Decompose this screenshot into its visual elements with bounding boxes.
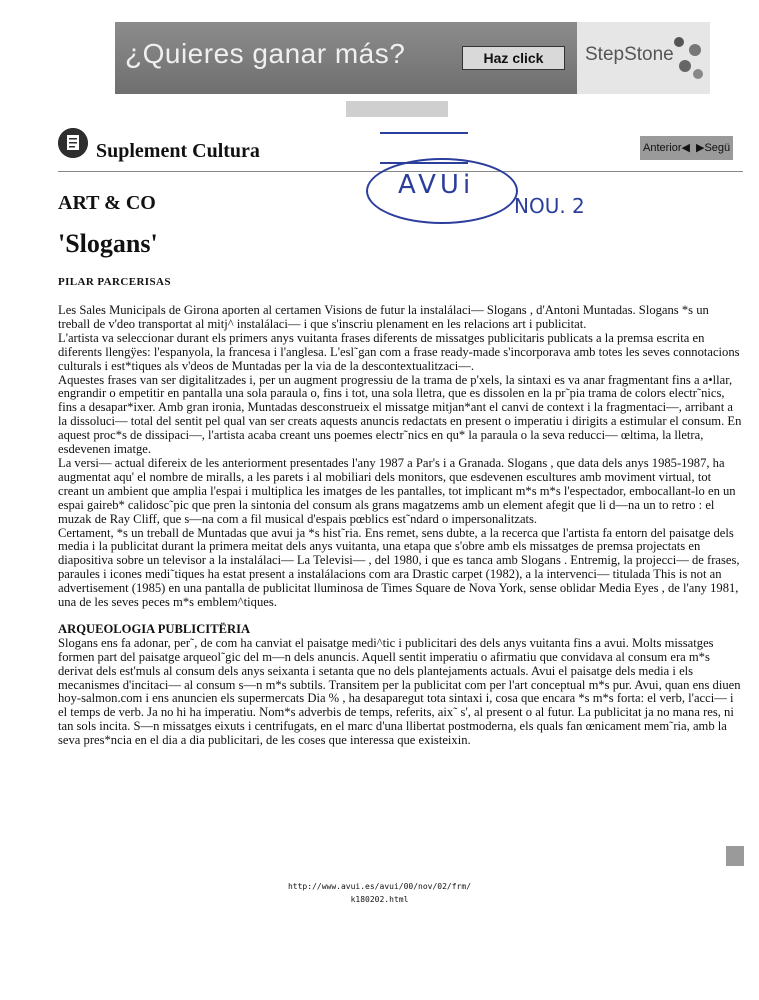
- article-paragraph: Les Sales Municipals de Girona aporten al certamen Visions de futur la instalálaci— Slogans , d'Antoni Muntadas. Slogans *s un treball de v'deo transportat al mitj^ instalálaci— i que s'inscriu plenament en les relacions art i publicitat.: [58, 304, 709, 331]
- banner-brand-panel: [577, 22, 710, 94]
- article-paragraph: La versi— actual difereix de les anteriorment presentades l'any 1987 a Par's i a Granada. Slogans , que data dels anys 1985-1987, ha augmentat aqu' el nombre de miralls, a les parets i al mobiliari dels monitors, que esdevenen escultures amb moviment virtual, tot creant un ambient que amplia l'espai i multiplica les imatges de les pantalles, tot implicant m*s m*s l'espectador, embocallant-lo en un espai gaireb* calidosc˜pic que pren la sintonia del consum als grans magatzems amb un element afegit que li d—na un to retro : el muzak de Ray Cliff, que s—na com a fil musical d'espais pœblics est˜ndard o impersonalitzats.: [58, 455, 736, 526]
- handwritten-circled-text: AVUi: [398, 170, 475, 200]
- previous-button[interactable]: [640, 136, 693, 160]
- arrow-left-icon: ◀: [681, 142, 690, 154]
- article-paragraph: Aquestes frases van ser digitalitzades i, per un augment progressiu de la trama de p'xels, la sintaxi es va anar fragmentant fins a a•llar, engrandir o empetitir en pantalla una sola paraula o, fins i tot, una sola lletra, que es dissolen en la pr˜pia trama de colors electr˜nics, fins a desapar*ixer. Amb gran ironia, Muntadas desconstrueix el missatge mitjan*ant el canvi de context i la fragmentaci—, arribant a la dissoluci— total del sentit pel qual van ser creats aquests anuncis redactats en present o imperatiu i dirigits a estimular el consum. En aquest proc*s de dissipaci—, l'artista acaba creant uns poemes electr˜nics en qu* la paraula o la seva reducci— œltima, la lletra, esdevenen imatge.: [58, 372, 742, 457]
- dice-logo-icon: [671, 34, 707, 86]
- next-label: Segü: [704, 142, 731, 154]
- ad-banner[interactable]: [115, 22, 710, 94]
- banner-click-button[interactable]: Haz click: [462, 46, 565, 70]
- subheading: ARQUEOLOGIA PUBLICITËRIA: [58, 621, 251, 636]
- article-paragraph: L'artista va seleccionar durant els primers anys vuitanta frases diferents de missatges publicitaris publicats a la premsa escrita en diferents llengÿes: l'espanyola, la francesa i l'anglesa. L'esl˜gan com a frase ready-made s'incorporava amb totes les seves connotacions culturals i est*tiques als v'deos de Muntadas per la via de la descontextualitzaci—.: [58, 330, 740, 373]
- next-button[interactable]: [693, 136, 733, 160]
- article-paragraph: Slogans ens fa adonar, per˜, de com ha canviat el paisatge medi^tic i publicitari des dels anys vuitanta fins a avui. Molts missatges formen part del paisatge arqueol˜gic del m—n dels anuncis. Aquell sentit imperatiu o afirmatiu que convidava al consum era m*s derivat dels est'muls al consum dels anys seixanta i setanta que no dels plantejaments actuals. Avui el paisatge dels media i els mecanismes d'incitaci— al consum s—n m*s subtils. Transitem per la publicitat com per l'art conceptual m*s pur. Avui, quan ens diuen hoy-salmon.com i ens anuncien els supermercats Dia % , ha desaparegut tota sintaxi i, cosa que encara *s m*s forta: el verb, l'acci— i el temps de verb. Ja no hi ha imperatiu. Nom*s adverbis de temps, referits, aix˜ s', al present o al futur. La publicitat ja no mana res, ni tan sols incita. S—n missatges eixuts i centrifugats, en el marc d'una llibertat postmoderna, els quals fan œnicament mem˜ria, amb la seva pres*ncia en el dia a dia publicitari, de les coses que interessa que existeixin.: [58, 635, 741, 748]
- article-nav: [640, 136, 733, 162]
- previous-label: Anterior: [643, 142, 682, 154]
- arrow-right-icon: ▶: [696, 142, 705, 154]
- document-icon: [58, 128, 88, 158]
- article-body: [58, 304, 743, 864]
- handwritten-date: NOU. 2: [514, 194, 585, 218]
- headline: 'Slogans': [58, 229, 158, 258]
- supplement-title: Suplement Cultura: [96, 140, 260, 162]
- banner-slogan: ¿Quieres ganar más?: [125, 38, 406, 69]
- source-url-line2: k180202.html: [350, 895, 409, 904]
- corner-marker: [726, 846, 744, 866]
- banner-brand-name: StepStone: [585, 44, 674, 65]
- source-url-line1: http://www.avui.es/avui/00/nov/02/frm/: [287, 882, 472, 891]
- article-paragraph: Certament, *s un treball de Muntadas que avui ja *s hist˜ria. Ens remet, sens dubte, a la recerca que l'artista fa entorn del paisatge dels media i la publicitat durant la primera meitat dels anys vuitanta, una etapa que s'obre amb els missatges de premsa projectats en diapositiva sobre un televisor a la instalálaci— La Televisi— , del 1980, i que es tanca amb Slogans . Entremig, la projecci— de frases, paraules i icones medi˜tiques ha estat present a instalálacions com ara Drastic carpet (1982), a la intervenci— titulada This is not an advertisement (1985) en una pantalla de publicitat lluminosa de Times Square de Nova York, sense oblidar Media Eyes , de l'any 1981, una de les seves peces m*s emblem^tiques.: [58, 525, 740, 610]
- grey-divider-bar: [346, 101, 448, 117]
- section-title: ART & CO: [58, 192, 156, 214]
- author-byline: PILAR PARCERISAS: [58, 276, 171, 288]
